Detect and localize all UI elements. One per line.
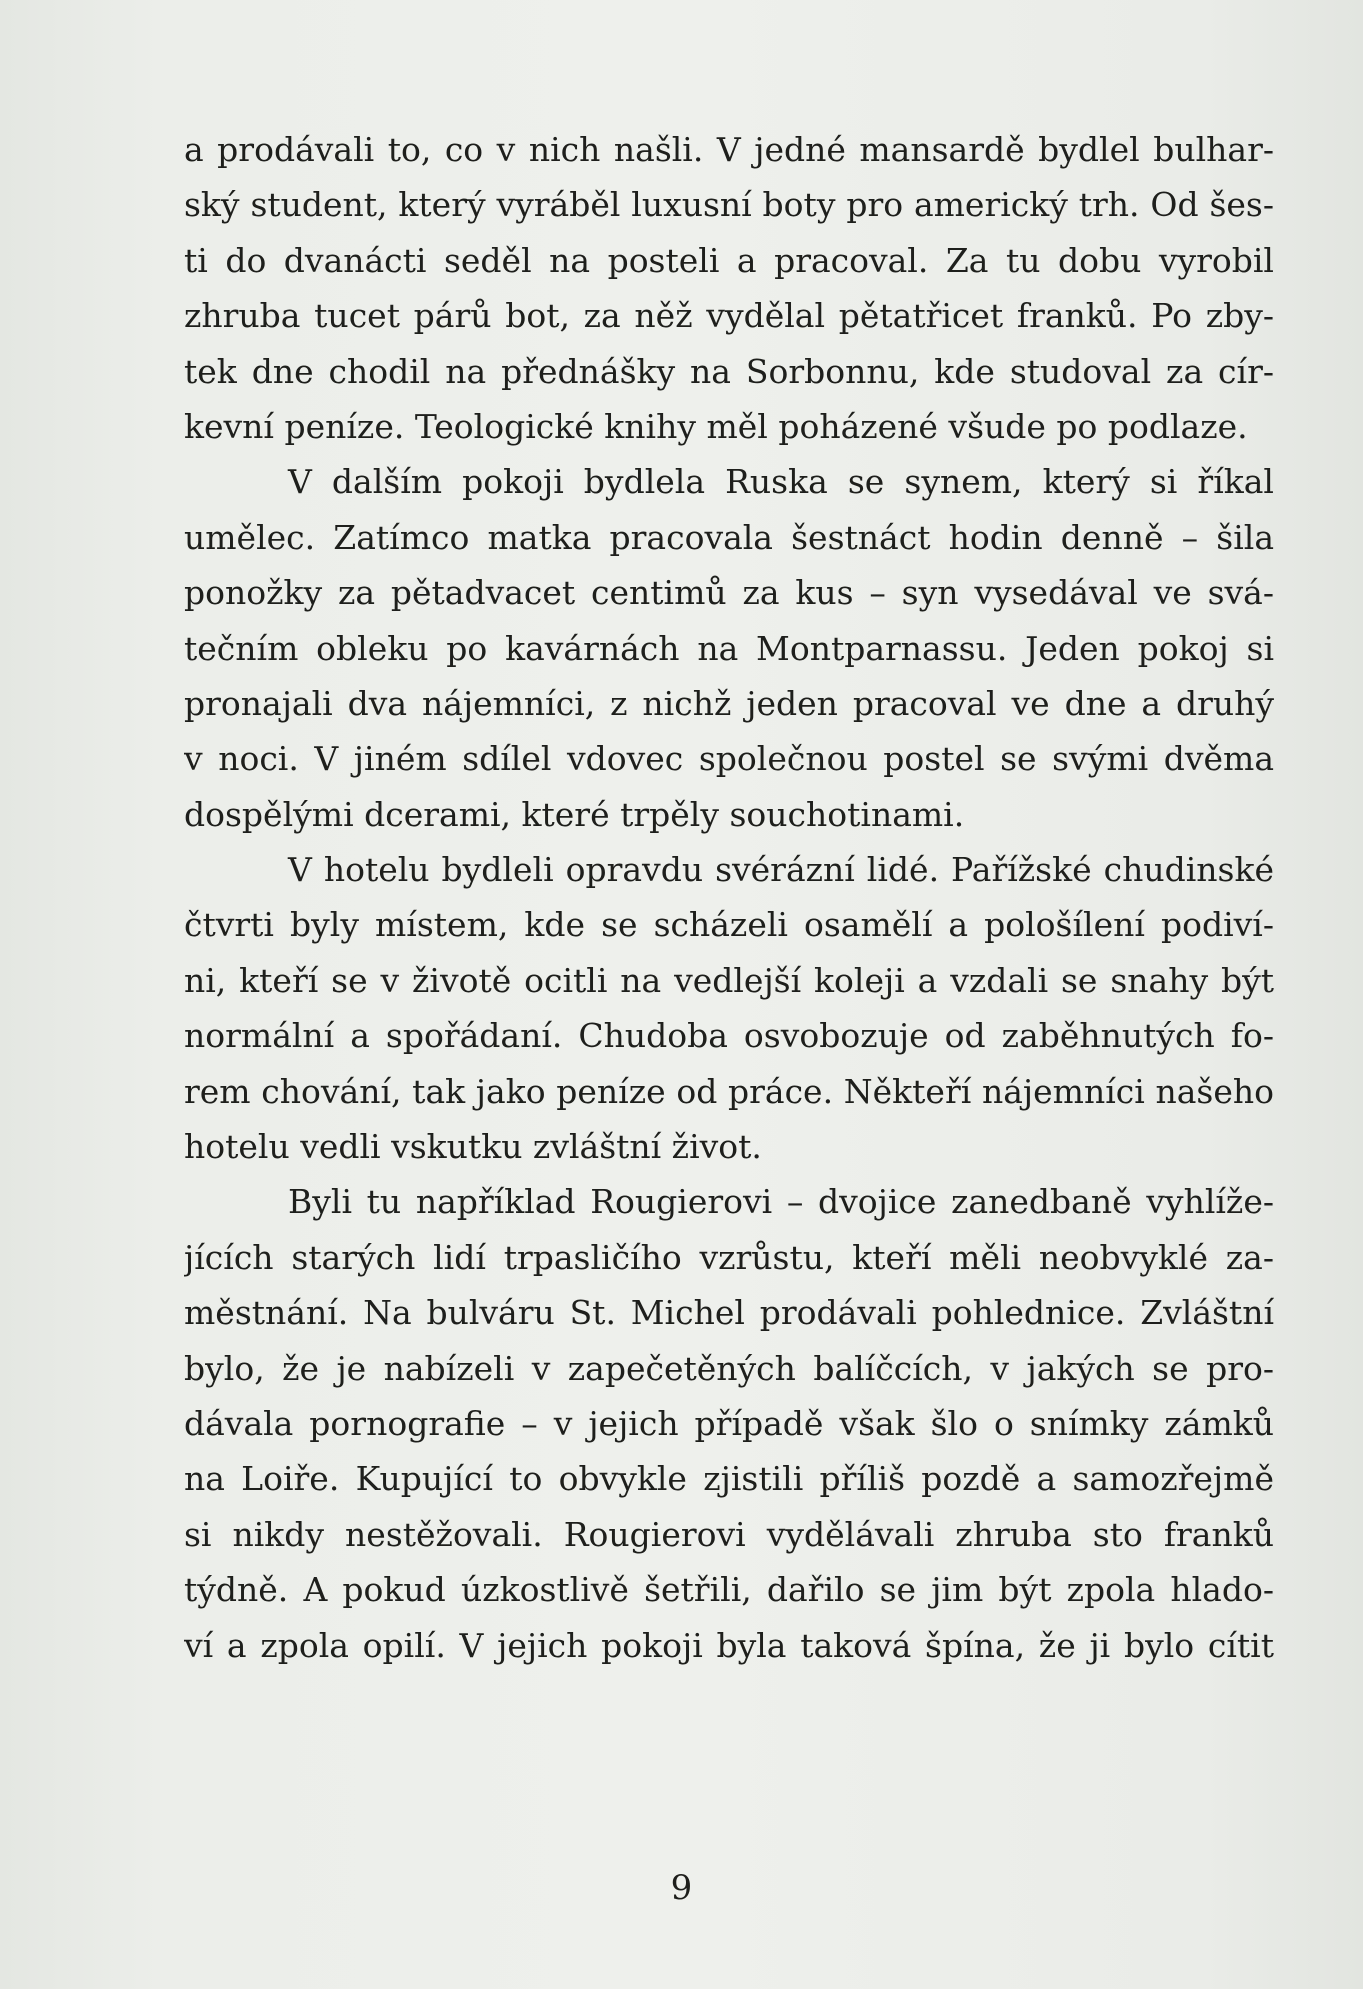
paragraph-start-line: V hotelu bydleli opravdu svérázní lidé. Pařížské chudinské <box>288 850 1274 890</box>
text-line: tek dne chodil na přednášky na Sorbonnu, kde studoval za cír- <box>184 351 1274 391</box>
text-line: ti do dvanácti seděl na posteli a pracoval. Za tu dobu vyrobil <box>184 240 1274 280</box>
text-line: bylo, že je nabízeli v zapečetěných balíčcích, v jakých se pro- <box>184 1348 1274 1388</box>
text-line: hotelu vedli vskutku zvláštní život. <box>184 1127 762 1167</box>
text-line: ni, kteří se v životě ocitli na vedlejší koleji a vzdali se snahy být <box>184 960 1274 1000</box>
text-line: ví a zpola opilí. V jejich pokoji byla taková špína, že ji bylo cítit <box>184 1625 1274 1665</box>
text-line: zhruba tucet párů bot, za něž vydělal pětatřicet franků. Po zby- <box>184 296 1274 336</box>
text-line: umělec. Zatímco matka pracovala šestnáct hodin denně – šila <box>184 517 1274 557</box>
text-line: dávala pornografie – v jejich případě však šlo o snímky zámků <box>184 1403 1274 1443</box>
text-line: ský student, který vyráběl luxusní boty pro americký trh. Od šes- <box>184 185 1274 225</box>
text-line: dospělými dcerami, které trpěly souchotinami. <box>184 794 965 834</box>
text-line: ponožky za pětadvacet centimů za kus – syn vysedával ve svá- <box>184 573 1274 613</box>
text-line: pronajali dva nájemníci, z nichž jeden pracoval ve dne a druhý <box>184 683 1274 723</box>
text-line: rem chování, tak jako peníze od práce. Někteří nájemníci našeho <box>184 1071 1274 1111</box>
page-number: 9 <box>670 1868 693 1908</box>
text-line: na Loiře. Kupující to obvykle zjistili příliš pozdě a samozřejmě <box>184 1459 1274 1499</box>
text-line: kevní peníze. Teologické knihy měl poházené všude po podlaze. <box>184 406 1248 446</box>
text-line: v noci. V jiném sdílel vdovec společnou postel se svými dvěma <box>184 739 1274 779</box>
paragraph-start-line: Byli tu například Rougierovi – dvojice zanedbaně vyhlíže- <box>288 1182 1274 1222</box>
text-line: týdně. A pokud úzkostlivě šetřili, dařilo se jim být zpola hlado- <box>184 1570 1274 1610</box>
text-line: městnání. Na bulváru St. Michel prodávali pohlednice. Zvláštní <box>184 1293 1274 1333</box>
text-line: a prodávali to, co v nich našli. V jedné mansardě bydlel bulhar- <box>184 130 1274 169</box>
text-line: jících starých lidí trpasličího vzrůstu, kteří měli neobvyklé za- <box>184 1237 1274 1277</box>
paragraph-start-line: V dalším pokoji bydlela Ruska se synem, který si říkal <box>288 462 1274 502</box>
text-line: čtvrti byly místem, kde se scházeli osamělí a pološílení podiví- <box>184 905 1274 945</box>
text-line: si nikdy nestěžovali. Rougierovi vydělávali zhruba sto franků <box>184 1514 1274 1554</box>
text-line: normální a spořádaní. Chudoba osvobozuje od zaběhnutých fo- <box>184 1016 1274 1056</box>
body-text <box>184 122 1274 1673</box>
text-line: tečním obleku po kavárnách na Montparnassu. Jeden pokoj si <box>184 628 1274 668</box>
